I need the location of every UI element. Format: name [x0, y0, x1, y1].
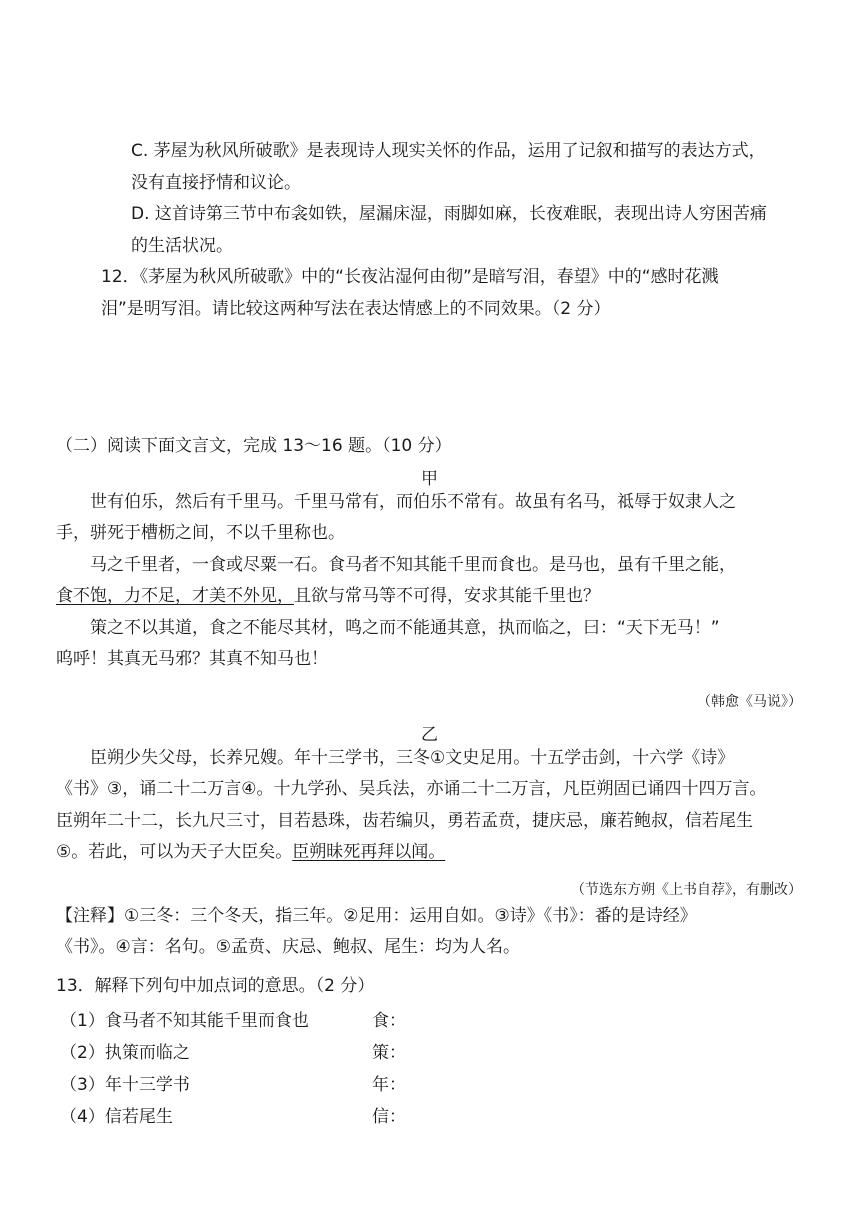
passage-jia-p1-line2: 手，骈死于槽枥之间，不以千里称也。: [56, 523, 345, 543]
passage-yi-line1: 臣朔少失父母，长养兄嫂。年十三学书，三冬①文史足用。十五学击剑，十六学《诗》: [90, 748, 735, 768]
passage-jia-label: 甲: [421, 469, 438, 489]
passage-jia-p3-line1: 策之不以其道，食之不能尽其材，鸣之而不能通其意，执而临之，曰：“天下无马！”: [90, 618, 720, 638]
annotation-line1: 【注释】①三冬：三个冬天，指三年。②足用：运用自如。③诗》《书》：番的是诗经》: [56, 906, 697, 926]
underlined-phrase: 臣朔昧死再拜以闻。: [292, 842, 446, 862]
passage-yi-line4: [56, 844, 445, 861]
q11-option-d-line1: D. 这首诗第三节中布衾如铁，屋漏床湿，雨脚如麻，长夜难眠，表现出诗人穷困苦痛: [131, 204, 767, 224]
passage-yi-source: （节选东方朔《上书自荐》，有删改）: [571, 882, 802, 898]
q13-item-sentence: （4）信若尾生: [60, 1107, 173, 1127]
annotation-line2: 《书》。④言：名句。⑤孟贲、庆忌、鲍叔、尾生：均为人名。: [56, 937, 520, 957]
passage-jia-p1-line1: 世有伯乐，然后有千里马。千里马常有，而伯乐不常有。故虽有名马，祗辱于奴隶人之: [90, 492, 736, 512]
q13-item-sentence: （2）执策而临之: [60, 1043, 190, 1063]
passage-yi-label: 乙: [421, 725, 438, 745]
q11-option-c-line1: C. 茅屋为秋风所破歌》是表现诗人现实关怀的作品，运用了记叙和描写的表达方式，: [131, 141, 766, 161]
q13-item-sentence: （1）食马者不知其能千里而食也: [60, 1011, 309, 1031]
passage-jia-p3-line2: 呜呼！其真无马邪？其真不知马也！: [56, 649, 328, 669]
passage-text: ⑤。若此，可以为天子大臣矣。: [56, 842, 293, 862]
underlined-phrase: 食不饱，力不足，才美不外见，: [56, 586, 294, 606]
passage-yi-line2: 《书》③，诵二十二万言④。十九学孙、吴兵法，亦诵二十二万言，凡臣朔固已诵四十四万言。: [56, 779, 767, 799]
q13-item-sentence: （3）年十三学书: [60, 1075, 190, 1095]
q13-item-word: 年：: [372, 1075, 406, 1095]
passage-jia-source: （韩愈《马说》）: [697, 694, 802, 710]
passage-jia-p2-line2: [56, 588, 600, 605]
q12-stem-line1: 12．《茅屋为秋风所破歌》中的“长夜沾湿何由彻”是暗写泪，春望》中的“感时花溅: [101, 267, 719, 287]
q11-option-c-line2: 没有直接抒情和议论。: [131, 173, 301, 193]
q11-option-d-line2: 的生活状况。: [131, 236, 233, 256]
passage-yi-line3: 臣朔年二十二，长九尺三寸，目若悬珠，齿若编贝，勇若孟贲，捷庆忌，廉若鲍叔，信若尾生: [56, 811, 753, 831]
section2-heading: （二）阅读下面文言文，完成 13～16 题。（10 分）: [56, 436, 452, 456]
q12-stem-line2: 泪”是明写泪。请比较这两种写法在表达情感上的不同效果。（2 分）: [101, 299, 611, 319]
passage-jia-p2-line1: 马之千里者，一食或尽粟一石。食马者不知其能千里而食也。是马也，虽有千里之能，: [90, 555, 736, 575]
q13-stem: 13．解释下列句中加点词的意思。（2 分）: [56, 976, 375, 996]
passage-text: 且欲与常马等不可得，安求其能千里也？: [294, 586, 600, 606]
q13-item-word: 信：: [372, 1107, 406, 1127]
q13-item-word: 食：: [372, 1011, 406, 1031]
q13-item-word: 策：: [372, 1043, 406, 1063]
